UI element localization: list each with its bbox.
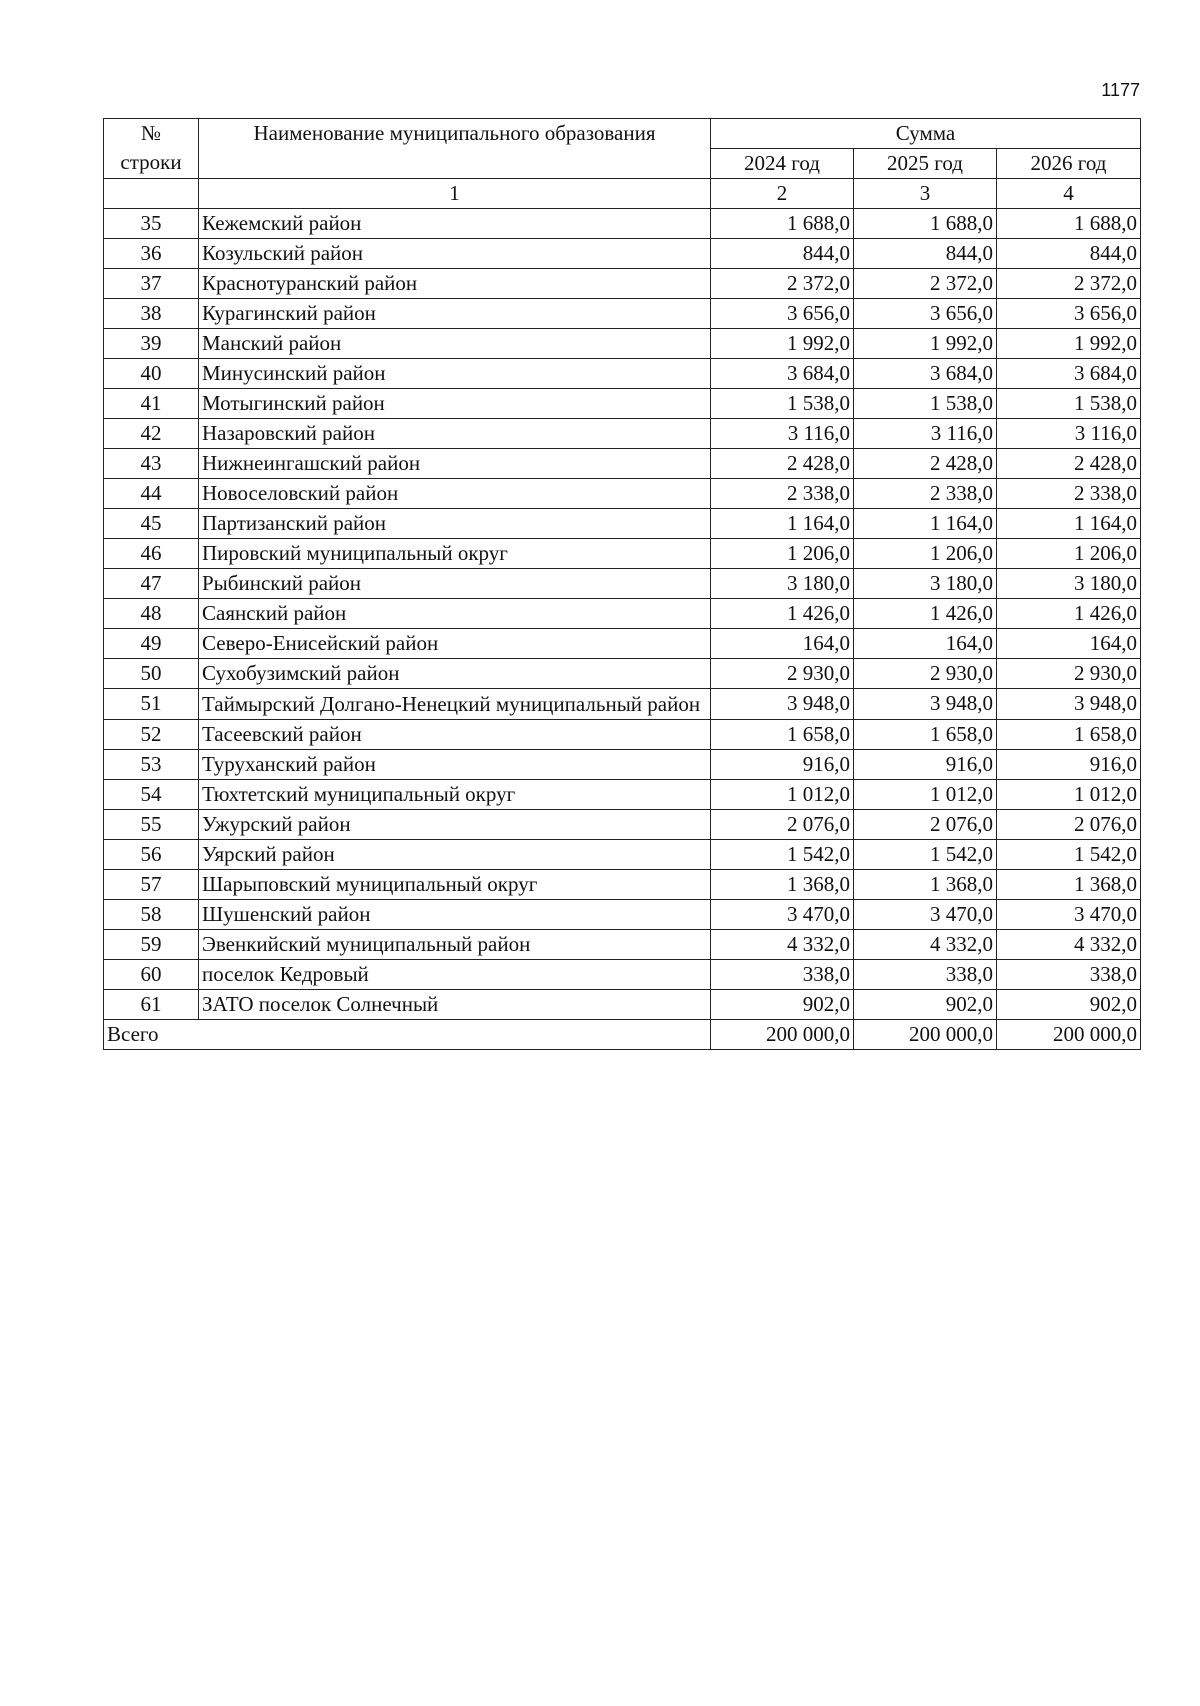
amount-2024: 2 372,0 bbox=[711, 269, 854, 299]
amount-2025: 2 338,0 bbox=[854, 479, 997, 509]
total-2024: 200 000,0 bbox=[711, 1020, 854, 1050]
total-row bbox=[104, 1020, 1141, 1050]
municipality-name: Туруханский район bbox=[199, 750, 711, 780]
header-row-number bbox=[104, 119, 199, 179]
municipality-name: Краснотуранский район bbox=[199, 269, 711, 299]
amount-2024: 3 116,0 bbox=[711, 419, 854, 449]
amount-2025: 2 428,0 bbox=[854, 449, 997, 479]
amount-2026: 1 012,0 bbox=[997, 780, 1141, 810]
row-number: 57 bbox=[104, 870, 199, 900]
amount-2024: 2 338,0 bbox=[711, 479, 854, 509]
table-row bbox=[104, 750, 1141, 780]
amount-2025: 2 930,0 bbox=[854, 659, 997, 689]
table-row bbox=[104, 629, 1141, 659]
amount-2026: 1 658,0 bbox=[997, 720, 1141, 750]
amount-2025: 3 470,0 bbox=[854, 900, 997, 930]
amount-2026: 1 538,0 bbox=[997, 389, 1141, 419]
amount-2024: 3 656,0 bbox=[711, 299, 854, 329]
header-year-2024: 2024 год bbox=[711, 149, 854, 179]
row-number: 40 bbox=[104, 359, 199, 389]
amount-2024: 1 992,0 bbox=[711, 329, 854, 359]
amount-2026: 2 076,0 bbox=[997, 810, 1141, 840]
table-header bbox=[104, 119, 1141, 209]
amount-2024: 3 180,0 bbox=[711, 569, 854, 599]
amount-2026: 3 116,0 bbox=[997, 419, 1141, 449]
table-row bbox=[104, 209, 1141, 239]
amount-2024: 1 542,0 bbox=[711, 840, 854, 870]
amount-2024: 1 368,0 bbox=[711, 870, 854, 900]
amount-2026: 916,0 bbox=[997, 750, 1141, 780]
row-number: 49 bbox=[104, 629, 199, 659]
row-number: 41 bbox=[104, 389, 199, 419]
amount-2026: 902,0 bbox=[997, 990, 1141, 1020]
municipality-name: Шарыповский муниципальный округ bbox=[199, 870, 711, 900]
table-row bbox=[104, 720, 1141, 750]
amount-2024: 2 428,0 bbox=[711, 449, 854, 479]
amount-2024: 3 684,0 bbox=[711, 359, 854, 389]
row-number: 35 bbox=[104, 209, 199, 239]
header-municipality-name: Наименование муниципального образования bbox=[199, 119, 711, 179]
row-number: 36 bbox=[104, 239, 199, 269]
amount-2024: 1 164,0 bbox=[711, 509, 854, 539]
amount-2025: 916,0 bbox=[854, 750, 997, 780]
amount-2026: 3 684,0 bbox=[997, 359, 1141, 389]
amount-2026: 3 180,0 bbox=[997, 569, 1141, 599]
row-number: 38 bbox=[104, 299, 199, 329]
row-number: 46 bbox=[104, 539, 199, 569]
municipality-name: Курагинский район bbox=[199, 299, 711, 329]
table-row bbox=[104, 539, 1141, 569]
amount-2026: 338,0 bbox=[997, 960, 1141, 990]
amount-2024: 1 426,0 bbox=[711, 599, 854, 629]
row-number: 45 bbox=[104, 509, 199, 539]
table-row bbox=[104, 299, 1141, 329]
page-number: 1177 bbox=[1101, 80, 1140, 100]
amount-2025: 3 116,0 bbox=[854, 419, 997, 449]
amount-2026: 164,0 bbox=[997, 629, 1141, 659]
amount-2026: 1 206,0 bbox=[997, 539, 1141, 569]
allocation-table bbox=[103, 118, 1141, 1050]
amount-2025: 1 542,0 bbox=[854, 840, 997, 870]
amount-2025: 1 538,0 bbox=[854, 389, 997, 419]
amount-2025: 1 426,0 bbox=[854, 599, 997, 629]
table-row bbox=[104, 569, 1141, 599]
row-number: 54 bbox=[104, 780, 199, 810]
municipality-name: Манский район bbox=[199, 329, 711, 359]
table-row bbox=[104, 840, 1141, 870]
amount-2025: 1 688,0 bbox=[854, 209, 997, 239]
row-number: 43 bbox=[104, 449, 199, 479]
table-row bbox=[104, 449, 1141, 479]
municipality-name: Тасеевский район bbox=[199, 720, 711, 750]
amount-2026: 2 372,0 bbox=[997, 269, 1141, 299]
municipality-name: Саянский район bbox=[199, 599, 711, 629]
table-row bbox=[104, 359, 1141, 389]
municipality-name: Кежемский район bbox=[199, 209, 711, 239]
amount-2025: 1 992,0 bbox=[854, 329, 997, 359]
column-number-empty bbox=[104, 179, 199, 209]
amount-2025: 902,0 bbox=[854, 990, 997, 1020]
amount-2024: 1 658,0 bbox=[711, 720, 854, 750]
row-number: 60 bbox=[104, 960, 199, 990]
row-number: 42 bbox=[104, 419, 199, 449]
header-sum: Сумма bbox=[711, 119, 1141, 149]
table-row bbox=[104, 329, 1141, 359]
municipality-name: Новоселовский район bbox=[199, 479, 711, 509]
column-number-3: 3 bbox=[854, 179, 997, 209]
amount-2025: 1 206,0 bbox=[854, 539, 997, 569]
amount-2026: 2 338,0 bbox=[997, 479, 1141, 509]
row-number: 44 bbox=[104, 479, 199, 509]
header-year-2026: 2026 год bbox=[997, 149, 1141, 179]
municipality-name: Таймырский Долгано-Ненецкий муниципальный район bbox=[199, 689, 711, 720]
municipality-name: Пировский муниципальный округ bbox=[199, 539, 711, 569]
municipality-name: Сухобузимский район bbox=[199, 659, 711, 689]
header-row-number-label: строки bbox=[120, 150, 182, 174]
row-number: 48 bbox=[104, 599, 199, 629]
amount-2025: 3 180,0 bbox=[854, 569, 997, 599]
total-2025: 200 000,0 bbox=[854, 1020, 997, 1050]
column-number-4: 4 bbox=[997, 179, 1141, 209]
municipality-name: Партизанский район bbox=[199, 509, 711, 539]
header-row-number-symbol: № bbox=[140, 121, 162, 145]
municipality-name: Эвенкийский муниципальный район bbox=[199, 930, 711, 960]
amount-2025: 1 012,0 bbox=[854, 780, 997, 810]
amount-2024: 338,0 bbox=[711, 960, 854, 990]
amount-2024: 1 206,0 bbox=[711, 539, 854, 569]
column-number-1: 1 bbox=[199, 179, 711, 209]
municipality-name: Шушенский район bbox=[199, 900, 711, 930]
amount-2025: 2 076,0 bbox=[854, 810, 997, 840]
row-number: 50 bbox=[104, 659, 199, 689]
amount-2025: 338,0 bbox=[854, 960, 997, 990]
amount-2026: 2 428,0 bbox=[997, 449, 1141, 479]
table-row bbox=[104, 689, 1141, 720]
row-number: 61 bbox=[104, 990, 199, 1020]
amount-2025: 2 372,0 bbox=[854, 269, 997, 299]
amount-2024: 3 948,0 bbox=[711, 689, 854, 720]
row-number: 56 bbox=[104, 840, 199, 870]
municipality-name: Северо-Енисейский район bbox=[199, 629, 711, 659]
amount-2025: 1 164,0 bbox=[854, 509, 997, 539]
municipality-name: ЗАТО поселок Солнечный bbox=[199, 990, 711, 1020]
amount-2026: 1 992,0 bbox=[997, 329, 1141, 359]
municipality-name: Ужурский район bbox=[199, 810, 711, 840]
amount-2024: 1 688,0 bbox=[711, 209, 854, 239]
table-row bbox=[104, 659, 1141, 689]
amount-2026: 1 426,0 bbox=[997, 599, 1141, 629]
amount-2026: 1 542,0 bbox=[997, 840, 1141, 870]
row-number: 58 bbox=[104, 900, 199, 930]
table-row bbox=[104, 479, 1141, 509]
municipality-name: Рыбинский район bbox=[199, 569, 711, 599]
amount-2024: 3 470,0 bbox=[711, 900, 854, 930]
total-2026: 200 000,0 bbox=[997, 1020, 1141, 1050]
amount-2024: 2 076,0 bbox=[711, 810, 854, 840]
amount-2025: 844,0 bbox=[854, 239, 997, 269]
table-body bbox=[104, 209, 1141, 1020]
municipality-name: Козульский район bbox=[199, 239, 711, 269]
amount-2025: 3 656,0 bbox=[854, 299, 997, 329]
column-number-2: 2 bbox=[711, 179, 854, 209]
amount-2026: 1 164,0 bbox=[997, 509, 1141, 539]
column-numbers-row bbox=[104, 179, 1141, 209]
amount-2025: 3 684,0 bbox=[854, 359, 997, 389]
amount-2024: 1 012,0 bbox=[711, 780, 854, 810]
amount-2024: 916,0 bbox=[711, 750, 854, 780]
amount-2026: 3 470,0 bbox=[997, 900, 1141, 930]
municipality-name: Мотыгинский район bbox=[199, 389, 711, 419]
table-row bbox=[104, 509, 1141, 539]
amount-2026: 1 368,0 bbox=[997, 870, 1141, 900]
municipality-name: Нижнеингашский район bbox=[199, 449, 711, 479]
row-number: 53 bbox=[104, 750, 199, 780]
amount-2026: 2 930,0 bbox=[997, 659, 1141, 689]
amount-2024: 1 538,0 bbox=[711, 389, 854, 419]
amount-2025: 3 948,0 bbox=[854, 689, 997, 720]
municipality-name: поселок Кедровый bbox=[199, 960, 711, 990]
row-number: 52 bbox=[104, 720, 199, 750]
table-row bbox=[104, 269, 1141, 299]
amount-2024: 902,0 bbox=[711, 990, 854, 1020]
table-row bbox=[104, 960, 1141, 990]
amount-2025: 1 368,0 bbox=[854, 870, 997, 900]
row-number: 37 bbox=[104, 269, 199, 299]
row-number: 55 bbox=[104, 810, 199, 840]
amount-2026: 844,0 bbox=[997, 239, 1141, 269]
amount-2024: 4 332,0 bbox=[711, 930, 854, 960]
amount-2024: 2 930,0 bbox=[711, 659, 854, 689]
amount-2024: 844,0 bbox=[711, 239, 854, 269]
header-year-2025: 2025 год bbox=[854, 149, 997, 179]
table-footer bbox=[104, 1020, 1141, 1050]
table-row bbox=[104, 900, 1141, 930]
table-row bbox=[104, 239, 1141, 269]
row-number: 39 bbox=[104, 329, 199, 359]
table-row bbox=[104, 599, 1141, 629]
amount-2026: 1 688,0 bbox=[997, 209, 1141, 239]
amount-2026: 4 332,0 bbox=[997, 930, 1141, 960]
table-row bbox=[104, 419, 1141, 449]
row-number: 47 bbox=[104, 569, 199, 599]
total-label: Всего bbox=[104, 1020, 711, 1050]
table-row bbox=[104, 870, 1141, 900]
row-number: 59 bbox=[104, 930, 199, 960]
municipality-name: Уярский район bbox=[199, 840, 711, 870]
amount-2026: 3 656,0 bbox=[997, 299, 1141, 329]
municipality-name: Назаровский район bbox=[199, 419, 711, 449]
municipality-name: Минусинский район bbox=[199, 359, 711, 389]
amount-2024: 164,0 bbox=[711, 629, 854, 659]
table-row bbox=[104, 810, 1141, 840]
row-number: 51 bbox=[104, 689, 199, 720]
amount-2025: 164,0 bbox=[854, 629, 997, 659]
table-row bbox=[104, 389, 1141, 419]
amount-2025: 1 658,0 bbox=[854, 720, 997, 750]
table-row bbox=[104, 930, 1141, 960]
table-row bbox=[104, 990, 1141, 1020]
table-row bbox=[104, 780, 1141, 810]
municipality-name: Тюхтетский муниципальный округ bbox=[199, 780, 711, 810]
amount-2025: 4 332,0 bbox=[854, 930, 997, 960]
amount-2026: 3 948,0 bbox=[997, 689, 1141, 720]
